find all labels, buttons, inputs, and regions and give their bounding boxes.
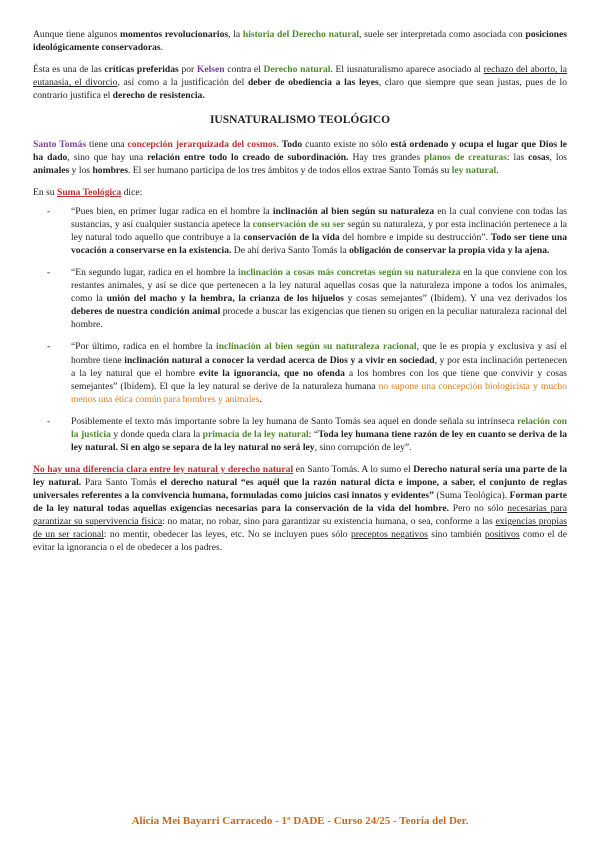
list-dash: -: [47, 267, 51, 279]
text: en Santo Tomás. A lo sumo el: [293, 463, 414, 475]
text-bold: deber de obediencia a las leyes: [247, 77, 379, 89]
text-highlight: Kelsen: [196, 64, 225, 76]
text: , claro que siempre que sean justas, pues de lo contrario justifica el: [33, 77, 567, 102]
text-underline: rechazo del aborto, la eutanasia, el divorcio: [33, 64, 567, 89]
text: por: [178, 64, 197, 76]
text-bold: derecho de resistencia.: [112, 90, 205, 102]
text-highlight: Suma Teológica: [56, 187, 122, 198]
page-footer: Alicia Mei Bayarri Carracedo - 1º DADE - Curso 24/25 - Teoría del Der.: [131, 815, 469, 827]
text: en la que conviene con los restantes animales, y así se dice que pertenecen a la ley natural aquellas cosas que la naturaleza impone a todos los animales, como la: [71, 267, 567, 305]
list-item: [33, 415, 567, 454]
text: , y por esta inclinación pertenecen a la ley natural que el hombre: [71, 354, 568, 379]
text: , suele ser interpretada como asociada con: [359, 29, 526, 40]
text: . El iusnaturalismo aparece asociado al: [330, 64, 484, 76]
text: .: [160, 42, 164, 54]
text: : “: [308, 428, 319, 440]
text-highlight: inclinación al bien según su naturaleza racional: [216, 341, 417, 353]
list-dash: -: [47, 415, 51, 427]
text-underline: exigencias propias de un ser racional: [33, 516, 567, 541]
paragraph-kelsen: [33, 63, 567, 102]
text: Pero no sólo: [449, 502, 508, 514]
text: y donde queda clara la: [110, 428, 203, 440]
text: : las: [506, 151, 529, 163]
text: , los: [549, 151, 568, 163]
text: .: [276, 138, 282, 150]
text: , sino que hay una: [67, 151, 148, 163]
text-highlight: planos de creaturas: [424, 151, 507, 163]
text-bold: evite la ignorancia, que no ofenda: [199, 367, 345, 379]
text: .: [259, 393, 262, 405]
paragraph-santo-tomas: [33, 138, 567, 177]
paragraph-suma-intro: [33, 186, 567, 199]
text-bold: cosas: [528, 151, 550, 163]
text: “Pues bien, en primer lugar radica en el hombre la: [71, 206, 273, 218]
text-bold: unión del macho y la hembra, la crianza de los hijuelos: [106, 293, 344, 305]
text-bold: momentos revolucionarios: [120, 29, 229, 40]
paragraph-intro: [33, 28, 567, 54]
text: Ésta es una de las: [33, 64, 105, 76]
text-bold: relación entre todo lo creado de subordinación.: [147, 151, 349, 163]
text: : no mentir, obedecer las leyes, etc. No se incluyen pues sólo: [103, 529, 351, 541]
text-highlight: Santo Tomás: [33, 138, 87, 150]
text-bold: obligación de conservar la propia vida y la ajena.: [349, 245, 550, 257]
text: procede a buscar las exigencias que tienen su origen en la peculiar naturaleza racional del hombre.: [71, 306, 567, 331]
text-highlight: no supone una concepción biologicista y mucho menos una ética común para hombres y animales: [71, 380, 567, 405]
text-highlight: conservación de su ser: [252, 219, 345, 231]
text-bold: el derecho natural “es aquél que la razón natural dicta e impone, a saber, el conjunto de reglas universales referentes a la convivencia humana, formuladas como juicios casi innatos y evidentes”: [33, 476, 567, 501]
text-bold: inclinación natural a conocer la verdad acerca de Dios y a vivir en sociedad: [124, 354, 435, 366]
text-bold: animales: [33, 164, 70, 176]
text: En su: [33, 187, 57, 198]
text-highlight: No hay una diferencia clara entre ley natural y derecho natural: [33, 463, 294, 475]
text: , que le es propia y exclusiva y así el hombre tiene: [71, 341, 567, 366]
document-page: [33, 28, 567, 554]
list-item: [33, 205, 567, 257]
text: en la cual conviene con todas las sustancias, y así cualquier sustancia apetece la: [71, 206, 567, 231]
text-highlight: Derecho natural: [263, 64, 331, 76]
text: Para Santo Tomás: [81, 476, 161, 488]
text: a los hombres con los que tiene que convivir y cosas semejantes” (Ibídem). El que la ley natural se derive de la naturaleza humana: [71, 367, 567, 392]
list-dash: -: [47, 206, 51, 218]
text: y cosas semejantes” (Ibídem). Y una vez derivados los: [343, 293, 567, 305]
text-bold: Toda ley humana tiene razón de ley en cuanto se deriva de la ley natural. Si en algo se separa de la ley natural no será ley: [71, 428, 567, 453]
text-bold: Todo: [281, 138, 303, 150]
text: . El ser humano participa de los tres ámbitos y de todos ellos extrae Santo Tomás su: [128, 164, 452, 176]
list-item: [33, 266, 567, 331]
text: tiene una: [86, 138, 128, 150]
text: “Por último, radica en el hombre la: [71, 341, 217, 353]
text: : no matar, no robar, sino para garantizar su existencia humana, o sea, conforme a las: [162, 516, 496, 528]
text: , así como a la justificación del: [117, 77, 248, 89]
text: .: [496, 164, 499, 176]
text: según su naturaleza, y por esta inclinación pertenece a la ley natural todo aquello que contribuye a la: [71, 219, 568, 244]
section-heading: IUSNATURALISMO TEOLÓGICO: [209, 114, 391, 127]
text: Aunque tiene algunos: [33, 29, 121, 40]
text-highlight: historia del Derecho natural: [242, 29, 360, 40]
text: cuanto existe no sólo: [302, 138, 391, 150]
text-underline: preceptos negativos: [350, 529, 428, 541]
text-bold: Todo ser tiene una vocación a conservarse en la existencia.: [71, 232, 567, 257]
text: Hay tres grandes: [348, 151, 425, 163]
text: dice:: [121, 187, 143, 198]
text-underline: positivos: [484, 529, 520, 541]
text: como el de evitar la ignorancia o el de obedecer a los padres.: [33, 529, 567, 554]
quote-list: [33, 205, 567, 454]
text-bold: conservación de la vida: [243, 232, 340, 244]
text-bold: inclinación al bien según su naturaleza: [272, 206, 435, 218]
text-bold: está ordenado y ocupa el lugar que Dios le ha dado: [33, 138, 567, 163]
text: , la: [228, 29, 243, 40]
text-bold: deberes de nuestra condición animal: [71, 306, 221, 318]
text-bold: posiciones ideológicamente conservadoras: [33, 29, 567, 54]
text: contra el: [224, 64, 264, 76]
text-bold: Derecho natural sería una parte de la ley natural.: [33, 463, 568, 488]
text-underline: necesarias para garantizar su supervivencia física: [33, 502, 567, 528]
list-dash: -: [47, 341, 51, 353]
text-bold: hombres: [92, 164, 128, 176]
text-highlight: relación con la justicia: [71, 415, 567, 440]
text: y los: [69, 164, 93, 176]
text-bold: críticas preferidas: [104, 64, 179, 76]
text: del hombre e impide su destrucción”.: [339, 232, 491, 244]
text: De ahí deriva Santo Tomás la: [231, 245, 350, 257]
text: “En segundo lugar, radica en el hombre la: [71, 267, 239, 279]
text: , sino corrupción de ley”.: [314, 441, 412, 453]
text-highlight: concepción jerarquizada del cosmos: [127, 138, 277, 150]
text: (Suma Teológica).: [433, 489, 510, 501]
paragraph-derecho-natural: [33, 463, 567, 554]
text-highlight: primacía de la ley natural: [202, 428, 309, 440]
text-highlight: inclinación a cosas más concretas según su naturaleza: [238, 267, 461, 279]
text-bold: Forman parte de la ley natural todas aquellas exigencias necesarias para la conservación de la vida del hombre.: [33, 489, 567, 514]
list-item: [33, 340, 567, 405]
text-highlight: ley natural: [451, 164, 497, 176]
text: Posiblemente el texto más importante sobre la ley humana de Santo Tomás sea aquel en donde señala su intrínseca: [71, 415, 518, 427]
text: sino también: [427, 529, 485, 541]
